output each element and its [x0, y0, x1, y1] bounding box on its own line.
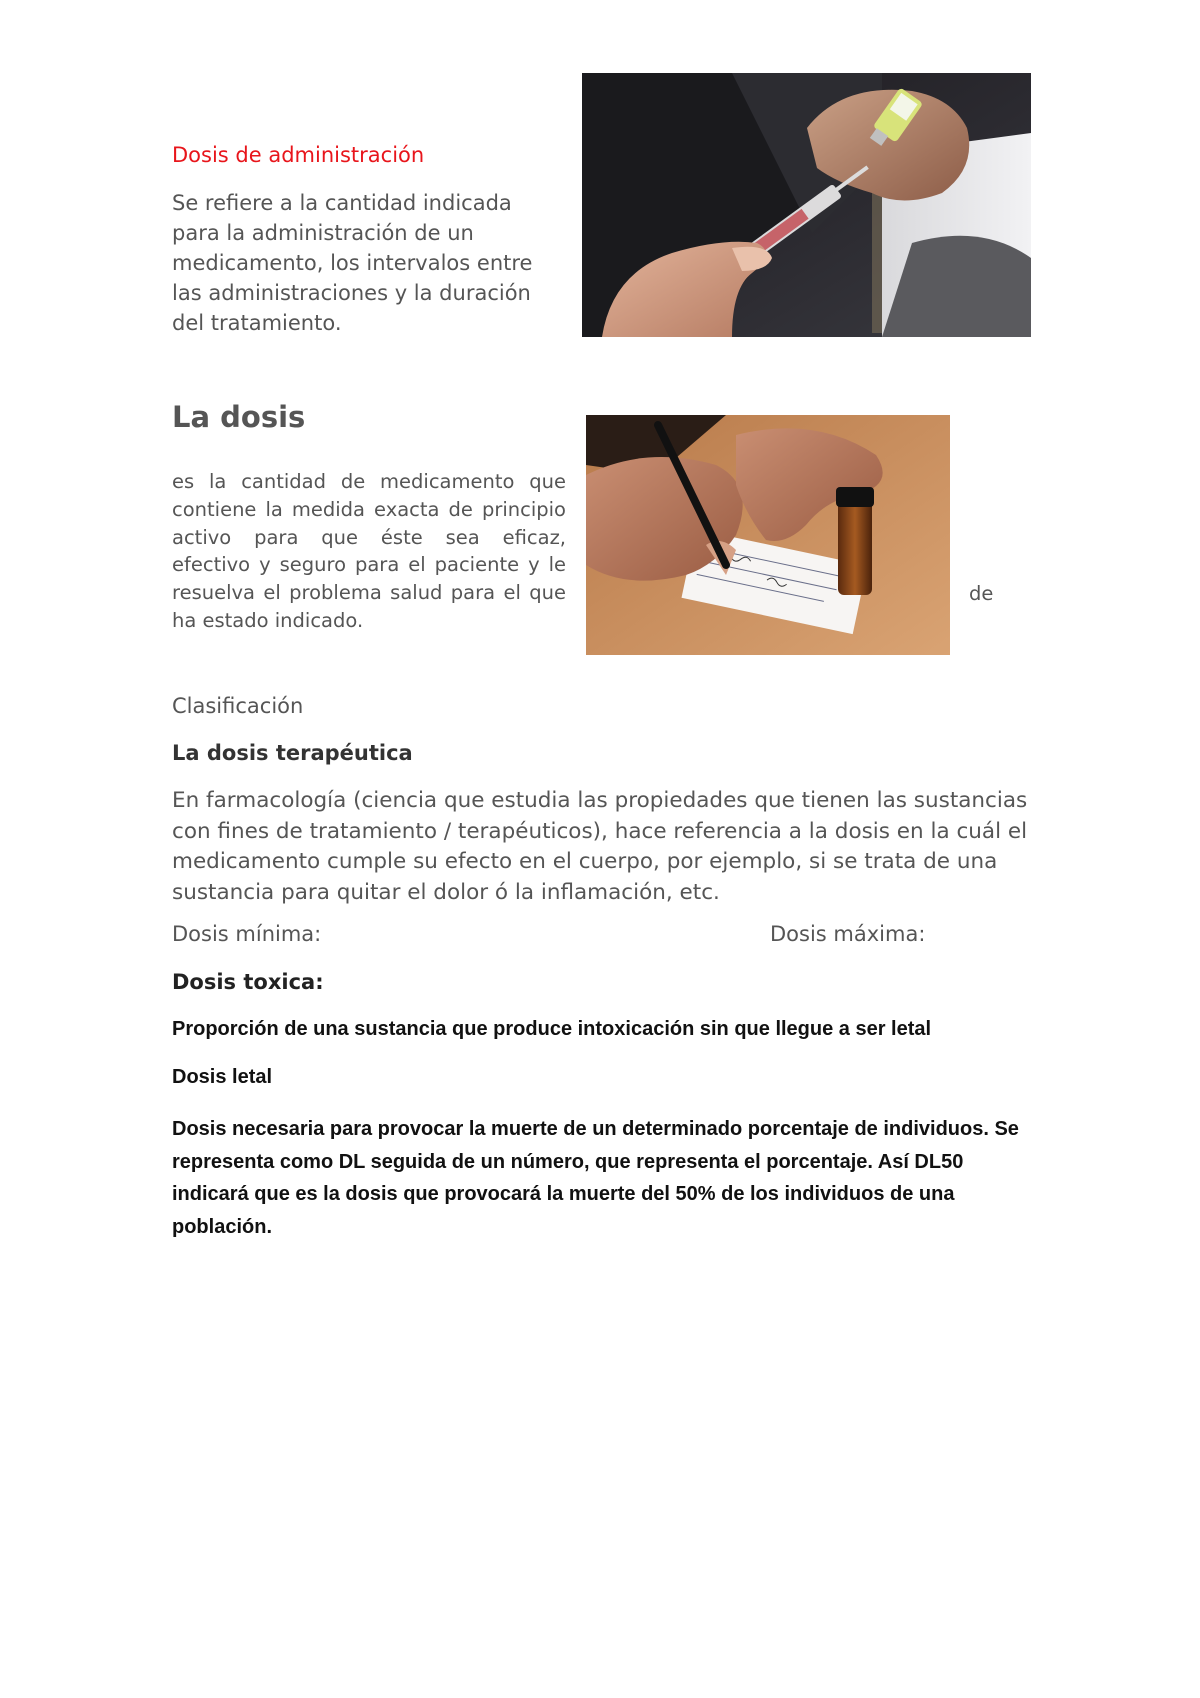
section-body-letal: Dosis necesaria para provocar la muerte de un determinado porcentaje de individuos. Se representa como DL seguida de un número, que representa el porcentaje. Así DL50 indicará que es la dosis que provocará la muerte del 50% de los individuos de una población.	[172, 1118, 1019, 1238]
section-title-la-dosis: La dosis	[172, 400, 306, 434]
dosis-minima-label: Dosis mínima:	[172, 922, 322, 946]
la-dosis-body: es la cantidad de medicamento que contiene la medida exacta de principio activo para que éste sea eficaz, efectivo y seguro para el paciente y le resuelva el problema	[172, 470, 566, 605]
clasificacion-label: Clasificación	[172, 694, 304, 718]
la-dosis-body-tail: salud para el que ha estado indicado.	[172, 581, 566, 632]
section-title-terapeutica: La dosis terapéutica	[172, 741, 413, 765]
section-body-administracion: Se refiere a la cantidad indicada para la administración de un medicamento, los intervalos entre las administraciones y la duración del tratamiento.	[172, 191, 533, 335]
section-body-la-dosis	[172, 468, 566, 635]
section-title-letal: Dosis letal	[172, 1066, 273, 1088]
section-title-toxica: Dosis toxica:	[172, 970, 324, 994]
dosis-maxima-label: Dosis máxima:	[770, 922, 926, 946]
la-dosis-wrap-word: de	[969, 582, 994, 605]
section-body-terapeutica: En farmacología (ciencia que estudia las propiedades que tienen las sustancias con fines de tratamiento / terapéuticos), hace referencia a la dosis en la cuál el medicamento cumple su efecto en el cuerpo, por ejemplo, si se trata de una sustancia para quitar el dolor ó la inflamación, etc.	[172, 788, 1028, 905]
section-title-administracion: Dosis de administración	[172, 143, 425, 167]
prescription-writing-photo	[586, 415, 950, 655]
section-body-toxica: Proporción de una sustancia que produce intoxicación sin que llegue a ser letal	[172, 1018, 932, 1040]
syringe-vial-photo	[582, 73, 1031, 337]
